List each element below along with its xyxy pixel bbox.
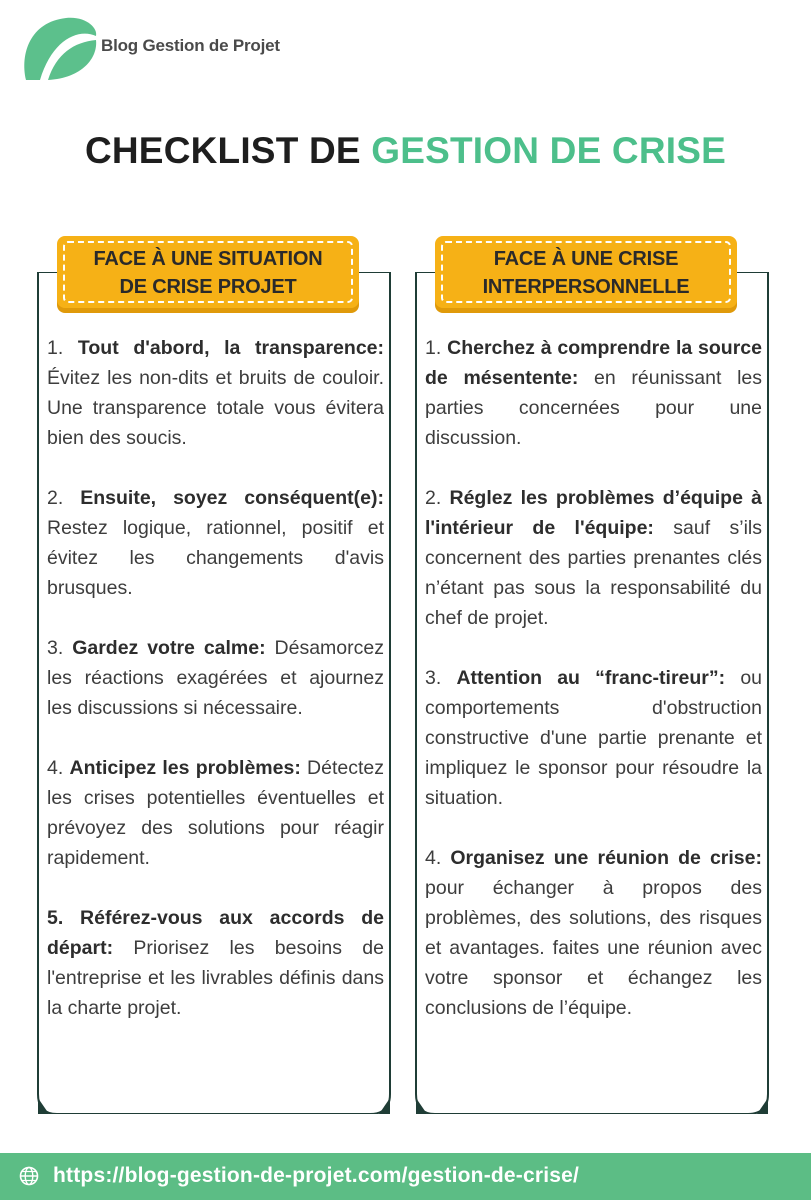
checklist-item — [47, 903, 384, 1023]
item-heading: Ensuite, soyez conséquent(e): — [80, 487, 385, 509]
item-number: 3. — [47, 637, 73, 659]
item-text: sauf s’ils concernent des parties prenantes clés n’étant pas sous la responsabilité du chef de projet. — [425, 517, 762, 629]
item-number: 1. — [425, 337, 448, 359]
item-number: 2. — [425, 487, 450, 509]
item-text: ou comportements d'obstruction constructive d'une partie prenante et impliquez le sponsor pour résoudre la situation. — [425, 667, 763, 809]
item-number: 1. — [47, 337, 78, 359]
page-title — [0, 130, 811, 172]
item-text: Restez logique, rationnel, positif et évitez les changements d'avis brusques. — [47, 517, 384, 599]
checklist-item — [47, 753, 384, 873]
footer-url-link[interactable]: https://blog-gestion-de-projet.com/gestion-de-crise/ — [53, 1164, 580, 1187]
item-heading: Réglez les problèmes d’équipe à l'intérieur de l'équipe: — [425, 487, 762, 539]
item-heading: Cherchez à comprendre la source de mésentente: — [425, 337, 762, 389]
right-heading-line1: FACE À UNE CRISE — [493, 248, 679, 270]
item-text: pour échanger à propos des problèmes, des solutions, des risques et avantages. faites une réunion avec votre sponsor et échangez les conclusions de l’équipe. — [425, 877, 762, 1019]
item-heading: Attention au “franc-tireur”: — [456, 667, 726, 689]
globe-icon — [19, 1166, 39, 1186]
right-heading-line2: INTERPERSONNELLE — [482, 276, 690, 298]
checklist-item — [47, 333, 384, 453]
right-panel-heading — [435, 245, 737, 301]
item-number: 2. — [47, 487, 81, 509]
left-panel — [35, 248, 393, 1114]
checklist-item — [425, 333, 762, 453]
item-number: 3. — [425, 667, 457, 689]
brand-name: Blog Gestion de Projet — [101, 36, 280, 55]
left-checklist — [47, 333, 384, 1053]
item-text: Priorisez les besoins de l'entreprise et les livrables définis dans la charte projet. — [47, 937, 384, 1019]
item-number: 4. — [47, 757, 70, 779]
checklist-item — [425, 483, 762, 633]
item-text: en réunissant les parties concernées pour une discussion. — [425, 367, 762, 449]
item-number: 4. — [425, 847, 451, 869]
left-panel-heading-tab — [57, 236, 359, 308]
left-heading-line2: DE CRISE PROJET — [119, 276, 297, 298]
checklist-item — [47, 483, 384, 603]
footer-bar — [0, 1153, 811, 1200]
right-checklist — [425, 333, 762, 1053]
item-heading: Gardez votre calme: — [72, 637, 266, 659]
item-heading: Organisez une réunion de crise: — [450, 847, 762, 869]
checklist-item — [425, 843, 762, 1023]
item-heading: Tout d'abord, la transparence: — [77, 337, 385, 359]
title-part2: GESTION DE CRISE — [371, 130, 727, 171]
right-panel-heading-tab — [435, 236, 737, 308]
item-heading: Anticipez les problèmes: — [69, 757, 301, 779]
checklist-item — [425, 663, 762, 813]
item-text: Évitez les non-dits et bruits de couloir. Une transparence totale vous évitera bien des soucis. — [47, 367, 384, 449]
leaf-logo-icon — [18, 14, 98, 84]
left-heading-line1: FACE À UNE SITUATION — [93, 248, 323, 270]
item-text: Détectez les crises potentielles éventuelles et prévoyez des solutions pour réagir rapidement. — [47, 757, 384, 869]
title-part1: CHECKLIST DE — [84, 130, 372, 171]
item-text: Désamorcez les réactions exagérées et ajournez les discussions si nécessaire. — [47, 637, 384, 719]
item-heading: 5. Référez-vous aux accords de départ: — [47, 907, 384, 959]
right-panel — [413, 248, 771, 1114]
left-panel-heading — [57, 245, 359, 301]
checklist-item — [47, 633, 384, 723]
